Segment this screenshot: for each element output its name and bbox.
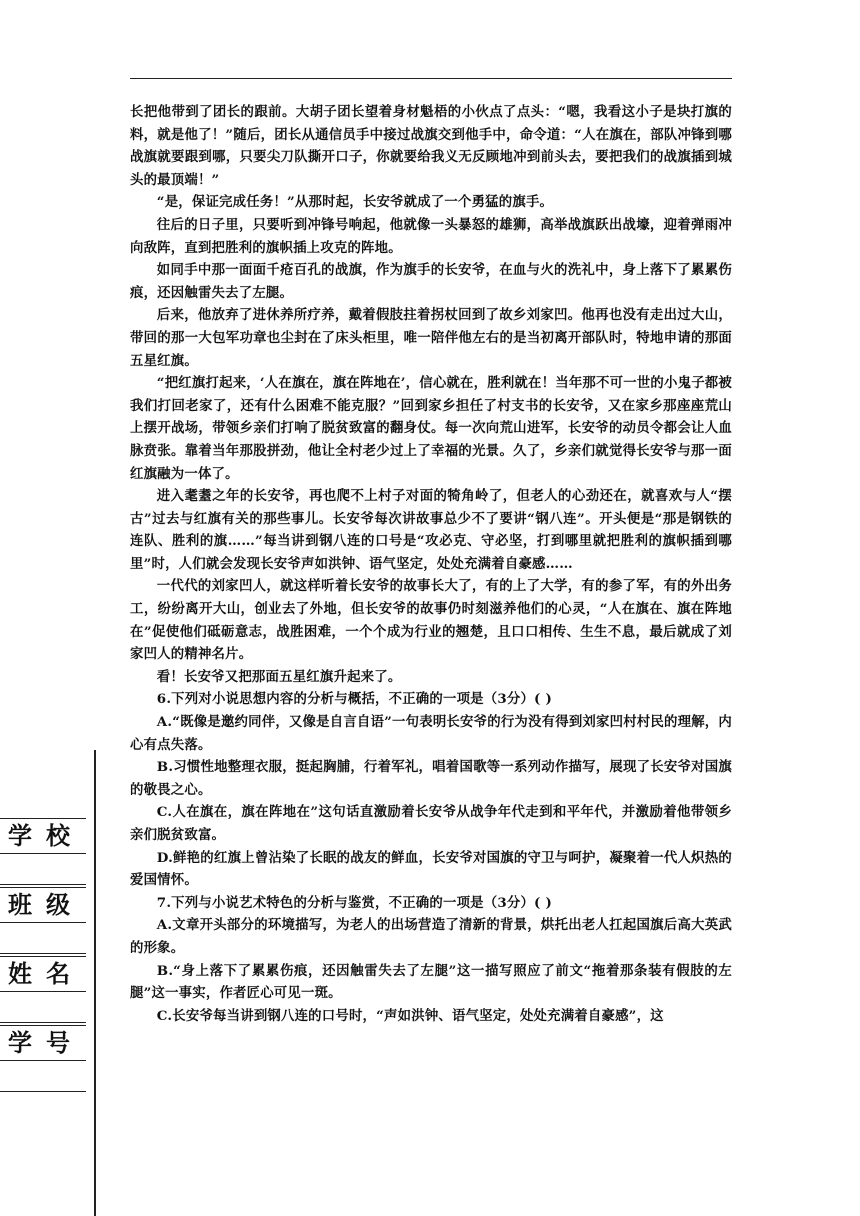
question-7-stem: 7.下列与小说艺术特色的分析与鉴赏，不正确的一项是（3分）( )	[156, 894, 552, 911]
passage	[130, 101, 732, 1027]
question-6-option-a: A.“既像是邀约同伴，又像是自言自语”一句表明长安爷的行为没有得到刘家凹村村民的理解，内心有点失落。	[130, 714, 732, 753]
student-id-label: 学号	[0, 1025, 86, 1061]
name-field	[0, 956, 86, 1023]
question-7-option-b: B.“身上落下了累累伤痕，还因触雷失去了左腿”这一描写照应了前文“拖着那条装有假肢的左腿”这一事实，作者匠心可见一斑。	[130, 962, 732, 1002]
class-field	[0, 887, 86, 954]
paragraph-6: “把红旗打起来，‘人在旗在，旗在阵地在’，信心就在，胜利就在！当年那不可一世的小鬼子都被我们打回老家了，还有什么困难不能克服？”回到家乡担任了村支书的长安爷，又在家乡那座座荒山上摆开战场，带领乡亲们打响了脱贫致富的翻身仗。每一次向荒山进军，长安爷的动员令都会让人血脉贲张。靠着当年那股拼劲，他让全村老少过上了幸福的光景。久了，乡亲们就觉得长安爷与那一面红旗融为一体了。	[130, 375, 732, 482]
class-label: 班级	[0, 887, 86, 923]
paragraph-3: 往后的日子里，只要听到冲锋号响起，他就像一头暴怒的雄狮，高举战旗跃出战壕，迎着弹雨冲向敌阵，直到把胜利的旗帜插上攻克的阵地。	[130, 216, 732, 256]
student-id-blank[interactable]	[0, 1061, 86, 1092]
question-6-option-b: B.习惯性地整理衣服，挺起胸脯，行着军礼，唱着国歌等一系列动作描写，展现了长安爷对国旗的敬畏之心。	[130, 759, 732, 798]
paragraph-8: 一代代的刘家凹人，就这样听着长安爷的故事长大了，有的上了大学，有的参了军，有的外出务工，纷纷离开大山，创业去了外地，但长安爷的故事仍时刻滋养他们的心灵，“人在旗在、旗在阵地在”促使他们砥砺意志，战胜困难，一个个成为行业的翘楚，且口口相传、生生不息，最后就成了刘家凹人的精神名片。	[130, 578, 732, 663]
paragraph-7: 进入耄耋之年的长安爷，再也爬不上村子对面的犄角岭了，但老人的心劲还在，就喜欢与人“摆古”过去与红旗有关的那些事儿。长安爷每次讲故事总少不了要讲“钢八连”。开头便是“那是钢铁的连队、胜利的旗……”每当讲到钢八连的口号是“攻必克、守必坚，打到哪里就把胜利的旗帜插到哪里”时，人们就会发现长安爷声如洪钟、语气坚定，处处充满着自豪感……	[130, 488, 732, 572]
question-6-option-d: D.鲜艳的红旗上曾沾染了长眠的战友的鲜血，长安爷对国旗的守卫与呵护，凝聚着一代人炽热的爱国情怀。	[130, 849, 732, 889]
question-7-option-c: C.长安爷每当讲到钢八连的口号时，“声如洪钟、语气坚定，处处充满着自豪感”，这	[156, 1007, 664, 1024]
class-blank[interactable]	[0, 923, 86, 954]
school-blank[interactable]	[0, 854, 86, 885]
question-6-option-c: C.人在旗在，旗在阵地在”这句话直激励着长安爷从战争年代走到和平年代，并激励着他带领乡亲们脱贫致富。	[130, 804, 732, 843]
question-6-stem: 6.下列对小说思想内容的分析与概括，不正确的一项是（3分）( )	[156, 691, 552, 708]
paragraph-5: 后来，他放弃了进休养所疗养，戴着假肢拄着拐杖回到了故乡刘家凹。他再也没有走出过大山，带回的那一大包军功章也尘封在了床头柜里，唯一陪伴他左右的是当初离开部队时，特地申请的那面五星红旗。	[130, 307, 732, 369]
header-rule	[130, 78, 732, 79]
name-label: 姓名	[0, 956, 86, 992]
paragraph-1: 长把他带到了团长的跟前。大胡子团长望着身材魁梧的小伙点了点头：“嗯，我看这小子是块打旗的料，就是他了！”随后，团长从通信员手中接过战旗交到他手中，命令道：“人在旗在，部队冲锋到哪战旗就要跟到哪，只要尖刀队撕开口子，你就要给我义无反顾地冲到前头去，要把我们的战旗插到城头的最顶端！”	[130, 104, 732, 188]
paragraph-2: “是，保证完成任务！”从那时起，长安爷就成了一个勇猛的旗手。	[156, 194, 554, 211]
paragraph-9: 看！长安爷又把那面五星红旗升起来了。	[156, 668, 402, 685]
question-7-option-a: A.文章开头部分的环境描写，为老人的出场营造了清新的背景，烘托出老人扛起国旗后高大英武的形象。	[130, 917, 732, 956]
school-label: 学校	[0, 818, 86, 854]
school-field	[0, 818, 86, 885]
student-id-field	[0, 1025, 86, 1092]
binding-line	[94, 750, 96, 1216]
paragraph-4: 如同手中那一面面千疮百孔的战旗，作为旗手的长安爷，在血与火的洗礼中，身上落下了累累伤痕，还因触雷失去了左腿。	[130, 262, 732, 301]
name-blank[interactable]	[0, 992, 86, 1023]
